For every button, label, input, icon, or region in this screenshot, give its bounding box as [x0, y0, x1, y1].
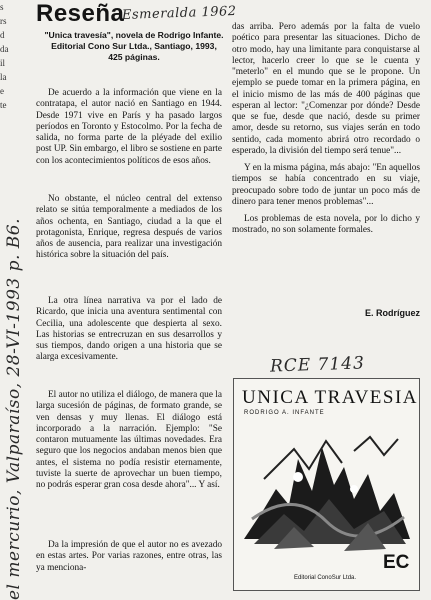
paragraph-2: No obstante, el núcleo central del extenso relato se sitúa temporalmente a mediados de los años ochenta, en Santiago, ciudad a la que el protagonista, Enrique, regresa después de varios años de ausencia, para realizar una investigación histórica sobre la situación del país.: [36, 194, 222, 261]
paragraph-4: El autor no utiliza el diálogo, de manera que la larga sucesión de páginas, de formato grande, se ven densas y muy llenas. El diálogo está incorporado a la narración. Ejemplo: "Se contaron mutuamente las últimas novedades. Era seguro que los negocios andaban menos bien que antes, el sistema no podía resistir eternamente, tuviste la suerte de aprovechar un buen tiempo, no podrás esperar gran cosa desde ahora"... Y así.: [36, 390, 222, 490]
cover-publisher: Editorial ConoSur Ltda.: [294, 575, 357, 581]
body-column-right: [232, 22, 420, 243]
article-title: Reseña: [36, 0, 125, 27]
book-cover-image: [233, 378, 420, 591]
paragraph-1: De acuerdo a la información que viene en la contratapa, el autor nació en Santiago en 1944. Desde 1971 vive en París y ha pasado largos períodos en Toronto y Estocolmo. Por la fecha de salida, no forma parte de la pléyade del exilio post UP. Sin embargo, el libro se sostiene en parte con los acontecimientos políticos de esos años.: [36, 88, 222, 166]
handwritten-catalog-code: RCE 7143: [269, 353, 366, 377]
paragraph-3: La otra línea narrativa va por el lado de Ricardo, que inicia una aventura sentimental con Cecilia, una adolescente que despierta al sexo. Las historias se entrecruzan en sus desarrollos y sus tiempos, dando origen a una historia que se alarga excesivamente.: [36, 296, 222, 363]
paragraph-6: das arriba. Pero además por la falta de vuelo poético para presentar las situaciones. Dicho de otro modo, hay una limitante para conquistarse al lector, hacerlo creer lo que se le cuenta y "meterlo" en el mundo que se le propone. Un ejemplo se puede tomar en la primera página, en el inicio mismo de las más de 400 páginas que esperan al lector: "¿Comenzar por dónde? Desde que se fue, desde que nació, desde su primer amor, desde su retorno, sus viajes serán en todo sentido, cada momento abrirá otro recordado o esperado, la división del tiempo será tenue"...: [232, 22, 420, 156]
cover-illustration: [234, 419, 420, 559]
paragraph-8: Los problemas de esta novela, por lo dicho y mostrado, no son solamente formales.: [232, 214, 420, 236]
handwritten-top-note: Esmeralda 1962: [121, 4, 237, 23]
cover-author: RODRIGO A. INFANTE: [244, 410, 325, 416]
paragraph-7: Y en la misma página, más abajo: "En aquellos tiempos se había concentrado en su viaje, preocupado sobre todo de juntar un poco más de dinero para tener menos problemas"...: [232, 163, 420, 207]
author-signature: E. Rodríguez: [364, 308, 420, 318]
body-column-left: [36, 88, 222, 173]
paragraph-5: Da la impresión de que el autor no es avezado en estas artes. Por varias razones, entre otras, las ya menciona-: [36, 540, 222, 573]
handwritten-source-note: el mercurio, Valparaíso, 28-VI-1993 p. B6.: [4, 217, 24, 600]
cover-title: UNICA TRAVESIA: [242, 387, 419, 408]
clipped-neighbor-column: s rs d da il la e te: [0, 2, 9, 110]
publisher-logo: EC: [383, 552, 410, 573]
book-reference: "Unica travesía", novela de Rodrigo Infante. Editorial Cono Sur Ltda., Santiago, 1993, 425 páginas.: [44, 30, 224, 62]
